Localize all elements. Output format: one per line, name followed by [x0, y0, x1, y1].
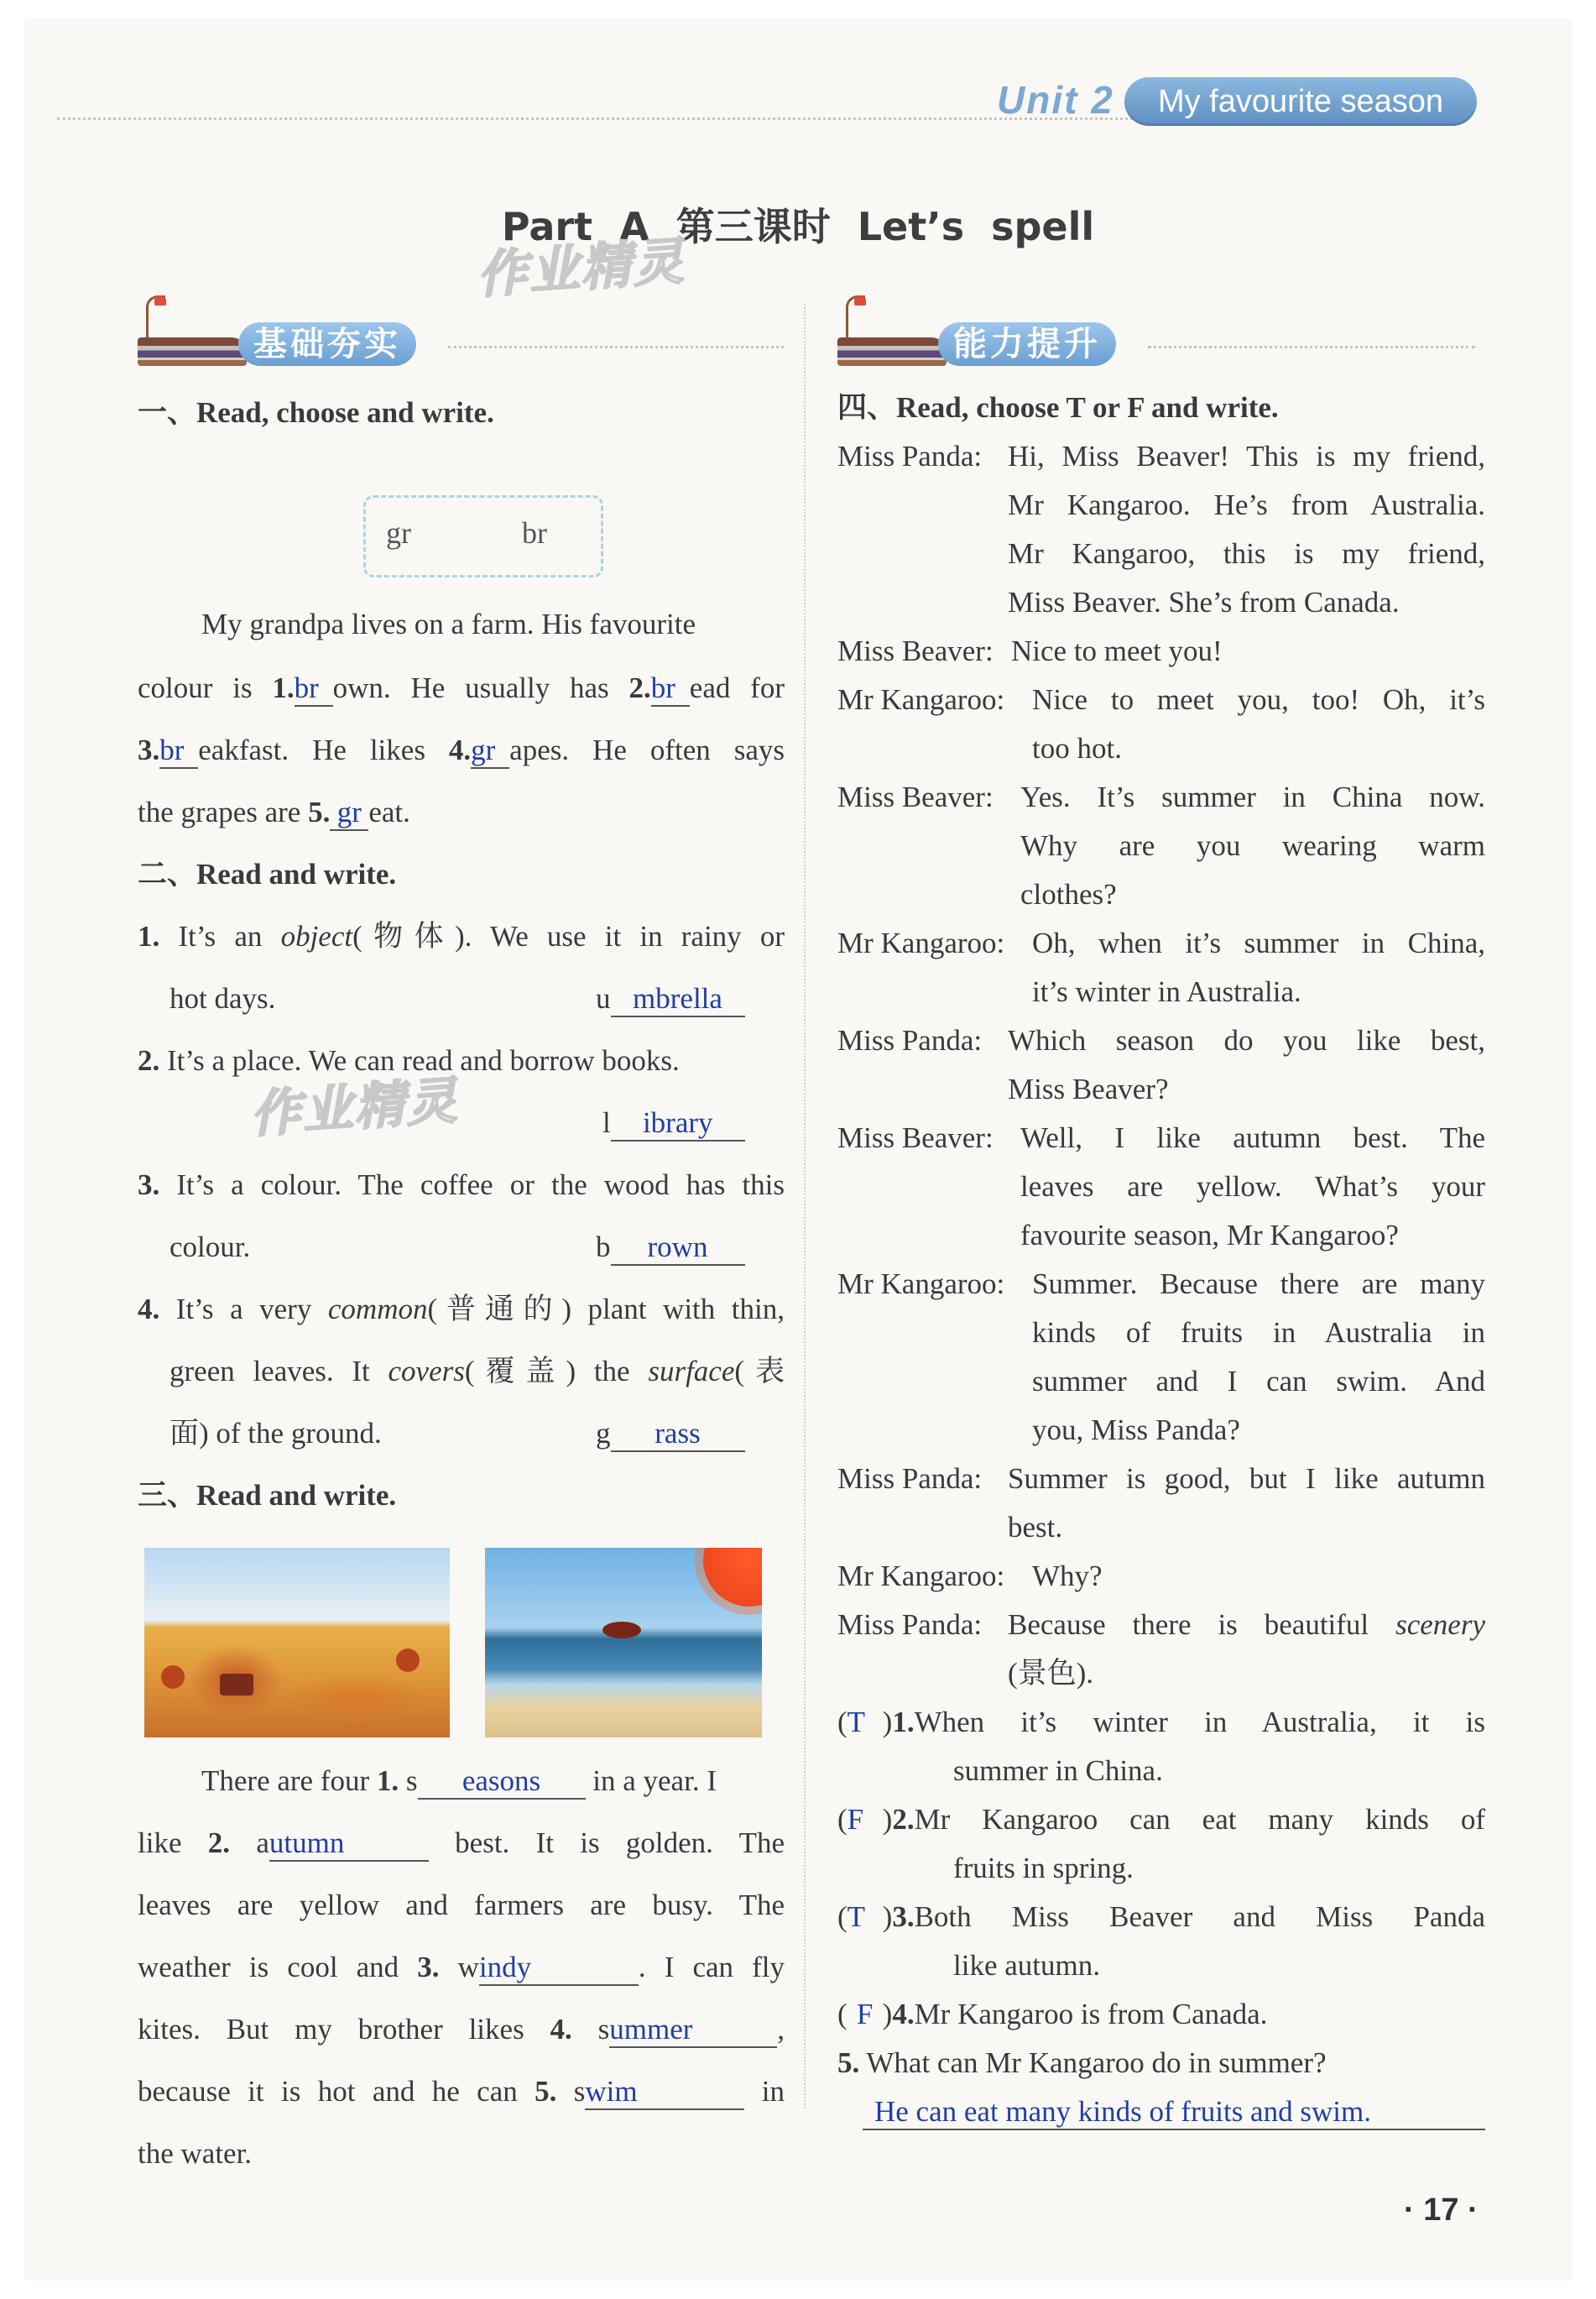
d8-line2: kinds of fruits in Australia in — [1032, 1316, 1485, 1349]
speaker-kangaroo: Mr Kangaroo: — [837, 1267, 1005, 1300]
s2-q3-line2: colour. — [170, 1230, 251, 1263]
tf-answer-2: F — [847, 1803, 864, 1836]
s3-blank-3: indy — [479, 1951, 639, 1986]
s2-q3-line1: 3. It’s a colour. The coffee or the wood has this — [138, 1168, 785, 1201]
workbook-page — [23, 18, 1573, 2281]
unit-title-pill: My favourite season — [1124, 77, 1477, 126]
page-number: · 17 · — [1404, 2192, 1479, 2228]
d4-line2: Why are you wearing warm — [1020, 829, 1485, 862]
speaker-kangaroo: Mr Kangaroo: — [837, 683, 1005, 716]
s3-line1: There are four 1. s easons in a year. I — [201, 1764, 717, 1800]
tf-q3-line2: like autumn. — [953, 1949, 1100, 1982]
d9-line2: best. — [1008, 1511, 1063, 1544]
s2-q4-line3: 面) of the ground. — [170, 1417, 382, 1450]
column-divider — [804, 304, 806, 2108]
watermark-top: 作业精灵 — [475, 232, 687, 306]
q5-line1: 5. What can Mr Kangaroo do in summer? — [837, 2046, 1327, 2079]
tf-q2-line2: fruits in spring. — [953, 1852, 1134, 1884]
sun-icon — [703, 1548, 762, 1607]
s3-line3: leaves are yellow and farmers are busy. The — [138, 1889, 785, 1921]
s3-blank-1: easons — [418, 1764, 586, 1800]
speaker-beaver: Miss Beaver: — [837, 635, 994, 667]
d11-line2: (景色). — [1008, 1657, 1094, 1690]
s2-heading: 二、Read and write. — [138, 858, 397, 891]
d1-line4: Miss Beaver. She’s from Canada. — [1008, 586, 1400, 619]
d1-line2: Mr Kangaroo. He’s from Australia. — [1008, 489, 1485, 521]
q5-answer-line — [863, 2095, 1485, 2130]
d6-line2: Miss Beaver? — [1008, 1073, 1169, 1105]
lamp-bulb-icon — [154, 295, 166, 306]
s2-q1-line1: 1. It’s an object(物体). We use it in rainy or — [138, 920, 785, 953]
d6-line1: Which season do you like best, — [1008, 1024, 1485, 1057]
tf-q3-line1: (T )3.Both Miss Beaver and Miss Panda — [837, 1900, 1485, 1933]
s1-heading: 一、Read, choose and write. — [138, 396, 494, 429]
s1-line3: 3.br eakfast. He likes 4.gr apes. He often says — [138, 734, 785, 769]
s4-heading: 四、Read, choose T or F and write. — [837, 391, 1279, 424]
s3-line5: kites. But my brother likes 4. summer , — [138, 2013, 785, 2048]
blank-3: br — [159, 734, 198, 769]
banner-dots — [1148, 346, 1475, 348]
s1-line4: the grapes are 5. gr eat. — [138, 796, 410, 831]
choice-br: br — [522, 516, 547, 550]
tf-answer-4: F — [856, 1998, 874, 2030]
s2-q1-line2: hot days. — [170, 982, 276, 1015]
speaker-beaver: Miss Beaver: — [837, 781, 994, 813]
summer-beach-picture — [485, 1548, 762, 1737]
d1-line1: Hi, Miss Beaver! This is my friend, — [1008, 440, 1485, 473]
books-icon — [837, 337, 947, 366]
q5-answer: He can eat many kinds of fruits and swim. — [874, 2095, 1371, 2128]
d1-line3: Mr Kangaroo, this is my friend, — [1008, 537, 1485, 570]
swimmer-icon — [602, 1622, 641, 1638]
d8-line1: Summer. Because there are many — [1032, 1267, 1485, 1300]
s3-line6: because it is hot and he can 5. swim in — [138, 2075, 785, 2110]
s2-q1-answer: u mbrella — [596, 982, 745, 1017]
s2-q4-line2: green leaves. It covers(覆盖) the surface(表 — [170, 1355, 785, 1387]
tractor-icon — [220, 1674, 253, 1696]
tf-answer-3: T — [847, 1900, 866, 1933]
d9-line1: Summer is good, but I like autumn — [1008, 1462, 1485, 1495]
blank-1: br — [295, 671, 333, 707]
d4-line3: clothes? — [1020, 878, 1117, 911]
tree-icon — [396, 1648, 420, 1672]
tf-answer-1: T — [847, 1706, 866, 1738]
tree-icon — [161, 1665, 185, 1689]
d3-line2: too hot. — [1032, 732, 1122, 765]
blank-5: gr — [330, 796, 368, 831]
d7-line3: favourite season, Mr Kangaroo? — [1020, 1219, 1399, 1251]
speaker-panda: Miss Panda: — [837, 1462, 983, 1495]
d3-line1: Nice to meet you, too! Oh, it’s — [1032, 683, 1485, 716]
tf-q1-line2: summer in China. — [953, 1754, 1163, 1787]
d2-line1: Nice to meet you! — [1011, 635, 1223, 667]
d5-line2: it’s winter in Australia. — [1032, 975, 1301, 1008]
s1-line2: colour is 1.br own. He usually has 2.br ead for — [138, 671, 785, 707]
d7-line2: leaves are yellow. What’s your — [1020, 1170, 1485, 1203]
banner-basic — [138, 295, 784, 371]
s3-blank-2: utumn — [269, 1826, 429, 1862]
autumn-farm-picture — [144, 1548, 450, 1737]
lamp-bulb-icon — [854, 295, 866, 306]
choice-gr: gr — [386, 516, 411, 550]
banner-label: 基础夯实 — [238, 322, 416, 366]
s2-q4-line1: 4. It’s a very common(普通的) plant with thin, — [138, 1293, 785, 1325]
blank-4: gr — [471, 734, 509, 769]
banner-advanced — [837, 295, 1484, 371]
speaker-kangaroo: Mr Kangaroo: — [837, 927, 1005, 959]
s2-q3-answer: b rown — [596, 1230, 745, 1266]
s3-blank-5: wim — [585, 2075, 744, 2110]
d8-line4: you, Miss Panda? — [1032, 1413, 1240, 1446]
books-icon — [138, 337, 247, 366]
tf-q2-line1: (F )2.Mr Kangaroo can eat many kinds of — [837, 1803, 1485, 1836]
speaker-beaver: Miss Beaver: — [837, 1121, 994, 1154]
s2-q2-line1: 2. It’s a place. We can read and borrow books. — [138, 1044, 680, 1077]
s3-heading: 三、Read and write. — [138, 1479, 397, 1512]
speaker-panda: Miss Panda: — [837, 1608, 983, 1641]
tf-q4-line1: ( F )4.Mr Kangaroo is from Canada. — [837, 1998, 1268, 2030]
banner-dots — [448, 346, 784, 348]
d8-line3: summer and I can swim. And — [1032, 1365, 1485, 1398]
s3-line7: the water. — [138, 2137, 253, 2170]
d11-line1: Because there is beautiful scenery — [1008, 1608, 1485, 1641]
d5-line1: Oh, when it’s summer in China, — [1032, 927, 1485, 959]
tf-q1-line1: (T )1.When it’s winter in Australia, it is — [837, 1706, 1485, 1738]
s1-line1: My grandpa lives on a farm. His favourite — [201, 608, 696, 640]
s2-q4-answer: g rass — [596, 1417, 745, 1452]
blank-2: br — [651, 671, 690, 707]
lesson-title: Part A 第三课时 Let’s spell — [501, 204, 1095, 249]
s3-line2: like 2. autumn best. It is golden. The — [138, 1826, 785, 1862]
d7-line1: Well, I like autumn best. The — [1020, 1121, 1485, 1154]
speaker-panda: Miss Panda: — [837, 1024, 983, 1057]
unit-label: Unit 2 — [997, 78, 1114, 122]
banner-label: 能力提升 — [938, 322, 1116, 366]
watermark-middle: 作业精灵 — [248, 1071, 461, 1145]
speaker-kangaroo: Mr Kangaroo: — [837, 1560, 1005, 1592]
s2-q2-answer: l ibrary — [602, 1106, 745, 1142]
d4-line1: Yes. It’s summer in China now. — [1020, 781, 1485, 813]
speaker-panda: Miss Panda: — [837, 440, 983, 473]
s3-line4: weather is cool and 3. windy . I can fly — [138, 1951, 785, 1986]
s3-blank-4: ummer — [609, 2013, 777, 2048]
d10-line1: Why? — [1032, 1560, 1103, 1592]
